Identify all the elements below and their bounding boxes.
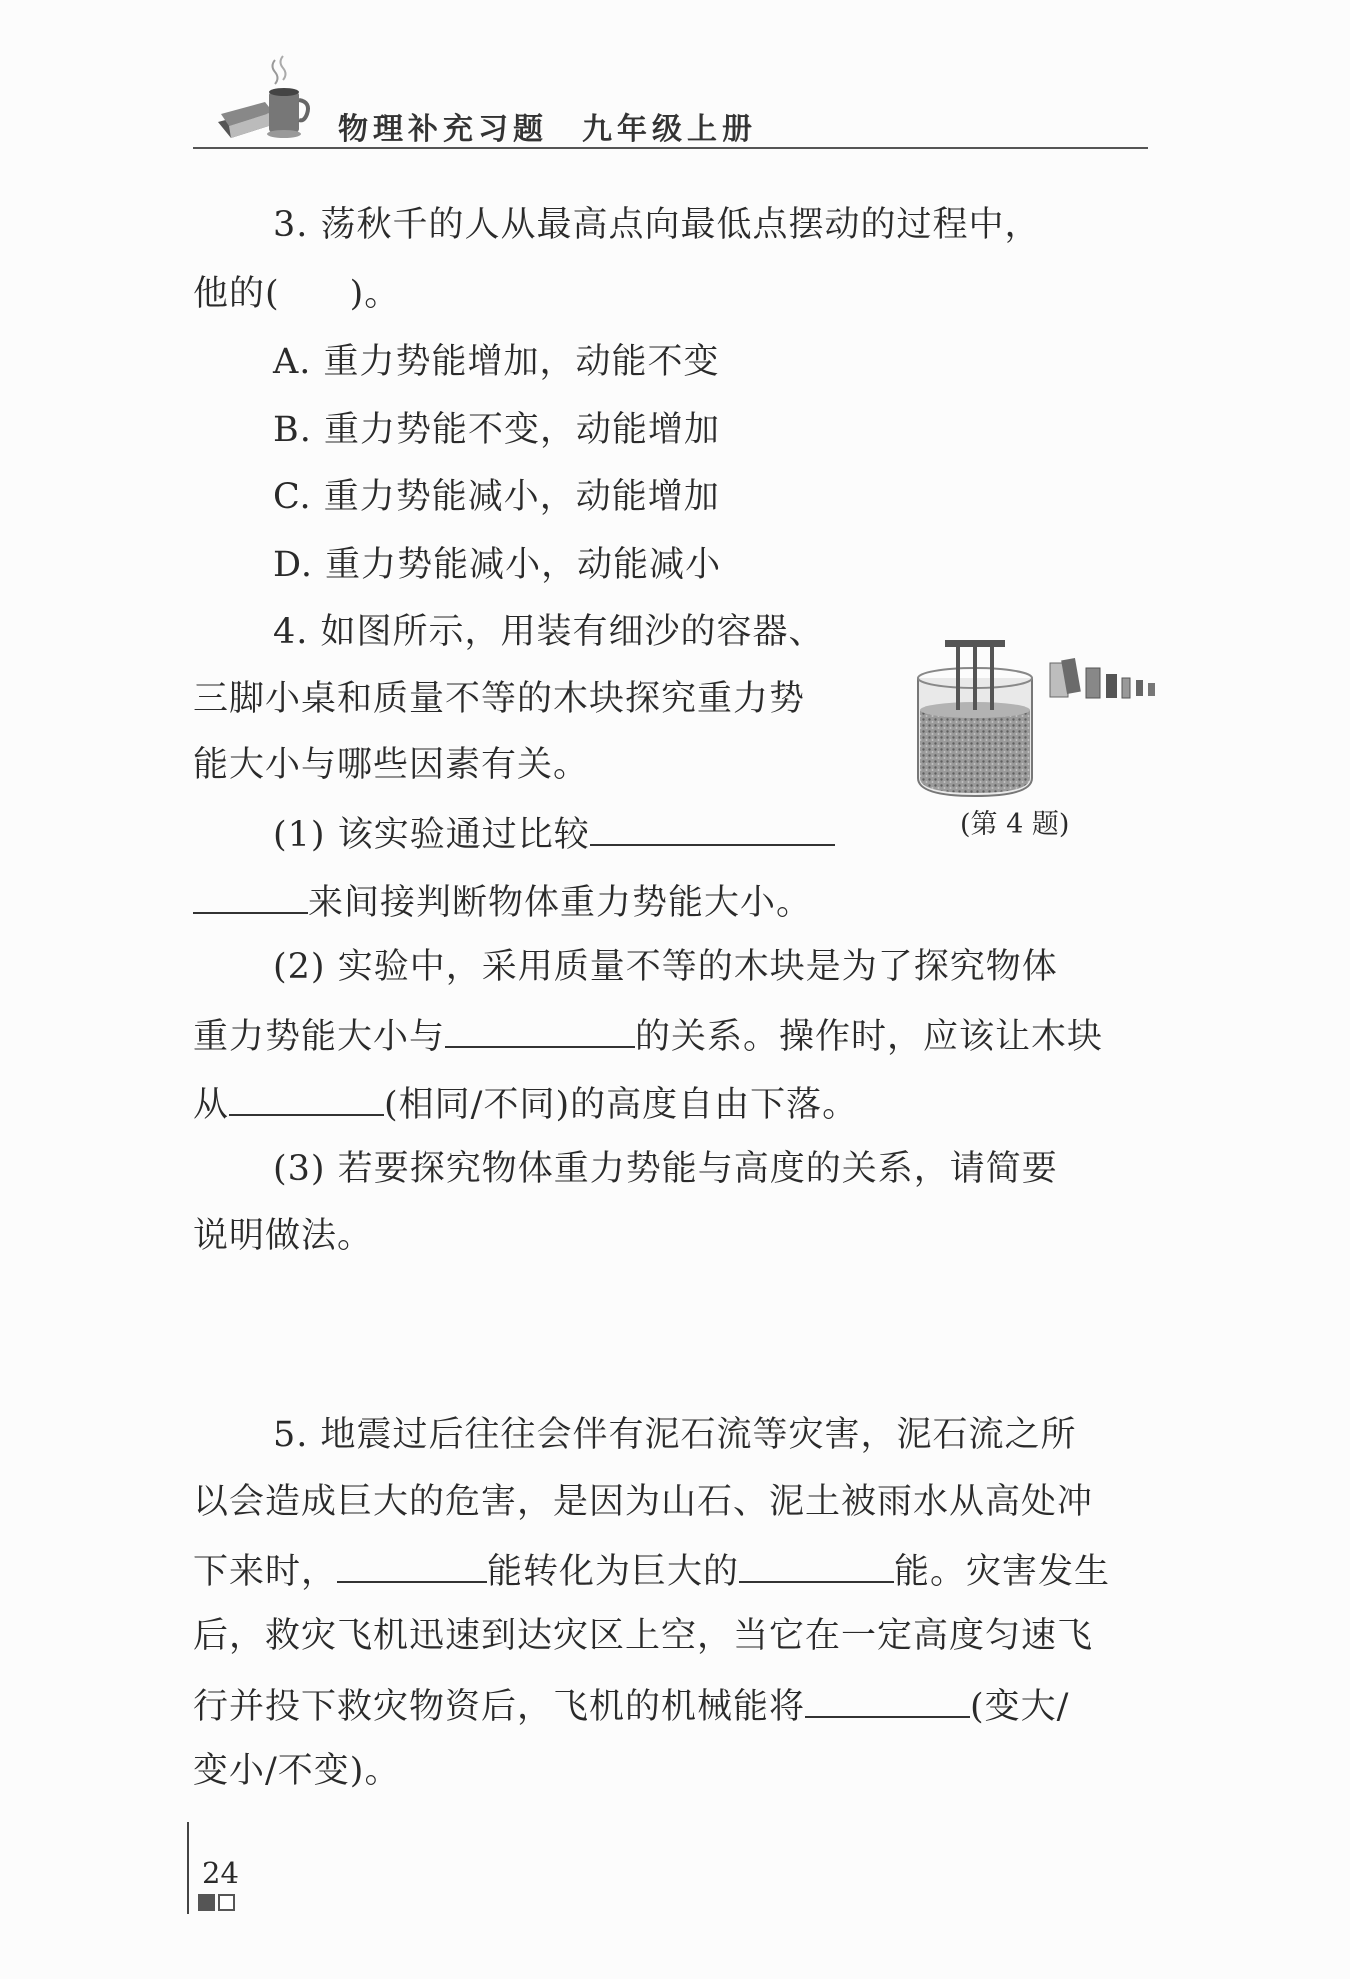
q4-part-1-text-a: (1) 该实验通过比较 (273, 815, 590, 855)
footer-squares (198, 1894, 238, 1915)
q4-part-1-text-b: 来间接判断物体重力势能大小。 (308, 883, 813, 923)
wooden-blocks (1050, 658, 1155, 698)
figure-caption: (第 4 题) (960, 809, 1070, 840)
q4-part-2-blank-1[interactable] (445, 1012, 635, 1048)
grade-label: 九年级上册 (582, 112, 757, 147)
q5-text-b: 能转化为巨大的 (487, 1552, 740, 1592)
book-title: 物理补充习题 (338, 112, 548, 147)
q3-option-c: C. 重力势能减小，动能增加 (273, 477, 720, 517)
q4-part-1-line-2 (193, 878, 812, 925)
q5-text-e: (变大/ (970, 1687, 1070, 1727)
q5-line-5 (193, 1682, 1069, 1729)
q5-line-2: 以会造成巨大的危害，是因为山石、泥土被雨水从高处冲 (193, 1482, 1094, 1522)
q5-line-3 (193, 1547, 1110, 1594)
q3-stem-line-2 (193, 272, 400, 316)
q4-part-2-blank-2[interactable] (229, 1080, 384, 1116)
q4-part-2-line-3 (193, 1080, 858, 1127)
q3-option-d: D. 重力势能减小，动能减小 (273, 545, 722, 585)
q5-blank-1[interactable] (337, 1547, 487, 1583)
sand-container-figure (910, 628, 1160, 803)
q5-text-a: 下来时， (193, 1552, 338, 1592)
q4-part-2-line-1: (2) 实验中，采用质量不等的木块是为了探究物体 (273, 947, 1058, 987)
q3-option-a: A. 重力势能增加，动能不变 (273, 342, 720, 382)
q4-part-3-line-2: 说明做法。 (193, 1216, 374, 1256)
q5-line-6: 变小/不变)。 (193, 1751, 401, 1791)
q4-part-2-text-b: 的关系。操作时，应该让木块 (635, 1017, 1104, 1057)
q5-blank-2[interactable] (739, 1547, 894, 1583)
q4-part-2-text-d: (相同/不同)的高度自由下落。 (384, 1085, 859, 1125)
books-and-cup-icon (213, 52, 313, 147)
q4-part-3-line-1: (3) 若要探究物体重力势能与高度的关系，请简要 (273, 1149, 1058, 1189)
q5-line-1: 5. 地震过后往往会伴有泥石流等灾害，泥石流之所 (273, 1415, 1077, 1455)
q3-stem-line-1: 3. 荡秋千的人从最高点向最低点摆动的过程中， (273, 205, 1041, 245)
q4-stem-line-2: 三脚小桌和质量不等的木块探究重力势 (193, 679, 806, 719)
q4-part-2-text-a: 重力势能大小与 (193, 1017, 446, 1057)
header-title (338, 104, 757, 148)
header-divider (193, 147, 1148, 149)
page-header (193, 52, 1148, 152)
q5-blank-3[interactable] (805, 1682, 970, 1718)
footer-square-filled (198, 1894, 215, 1911)
q5-text-c: 能。灾害发生 (894, 1552, 1111, 1592)
q3-stem-start: 他的( (193, 274, 280, 314)
q4-part-1-line-1 (273, 810, 835, 857)
page-number: 24 (202, 1856, 239, 1890)
q4-part-1-blank[interactable] (590, 810, 835, 846)
q3-option-b: B. 重力势能不变，动能增加 (273, 410, 720, 450)
q5-line-4: 后，救灾飞机迅速到达灾区上空，当它在一定高度匀速飞 (193, 1616, 1094, 1656)
q4-part-2-line-2 (193, 1012, 1103, 1059)
q4-stem-line-3: 能大小与哪些因素有关。 (193, 745, 590, 785)
q3-stem-end: )。 (349, 274, 401, 314)
footer-square-outline (218, 1894, 235, 1911)
q4-part-2-text-c: 从 (193, 1085, 230, 1125)
q4-part-1-blank-continued[interactable] (193, 878, 308, 914)
q5-text-d: 行并投下救灾物资后，飞机的机械能将 (193, 1687, 806, 1727)
q4-stem-line-1: 4. 如图所示，用装有细沙的容器、 (273, 612, 825, 652)
footer-divider (187, 1822, 189, 1914)
